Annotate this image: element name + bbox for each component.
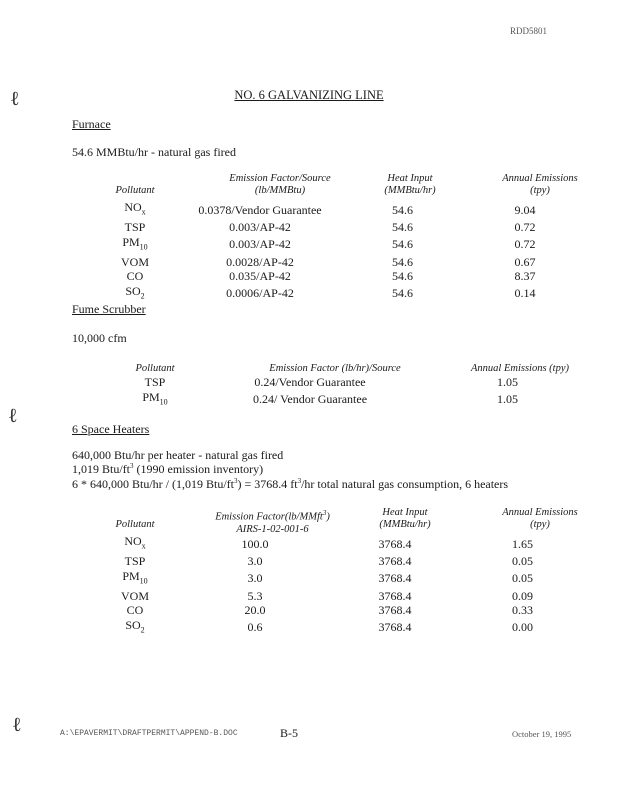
emission-factor-cell: 3.0: [247, 553, 263, 568]
annual-emissions-cell: 0.00: [512, 620, 533, 635]
pollutant-cell: CO: [126, 603, 144, 618]
footer-file-path: A:\EPAVERMIT\DRAFTPERMIT\APPEND-B.DOC: [60, 729, 238, 738]
table-row: [100, 618, 595, 638]
table-row: [120, 375, 585, 390]
table-row: [100, 589, 595, 604]
table-row: [100, 269, 595, 284]
annual-emissions-cell: 9.04: [514, 202, 536, 217]
emission-factor-cell: 20.0: [244, 603, 266, 618]
pollutant-cell: $NO_x$: [124, 534, 146, 551]
emission-factor-cell: 0.003/AP-42: [229, 237, 291, 252]
fume-heading: Fume Scrubber: [72, 302, 146, 316]
space-heaters-heading: 6 Space Heaters: [72, 422, 150, 436]
pollutant-cell: $SO_2$: [125, 283, 145, 301]
emission-factor-cell: 0.003/AP-42: [229, 219, 291, 234]
annual-emissions-cell: 1.65: [512, 536, 533, 551]
furnace-col-heat: Heat Input (MMBtu/hr): [384, 173, 436, 196]
pollutant-cell: TSP: [124, 219, 146, 234]
fume-table: [120, 375, 585, 410]
table-row: [100, 255, 595, 270]
table-row: [100, 554, 595, 569]
table-row: [100, 235, 595, 255]
footer-page-number: B-5: [280, 726, 298, 740]
pollutant-cell: $SO_2$: [125, 617, 145, 635]
annual-emissions-cell: 0.33: [512, 603, 533, 618]
heat-input-cell: 3768.4: [378, 620, 412, 635]
pollutant-cell: $PM_{10}$: [122, 234, 148, 251]
space-heaters-line3: 6 * 640,000 Btu/hr / (1,019 Btu/$ft^3) = 3768.4$ $ft^3/hr$ total natural gas consumption, 6 heaters: [72, 477, 509, 491]
emission-factor-cell: 0.0028/AP-42: [226, 254, 294, 269]
margin-mark: ℓ: [12, 712, 22, 736]
table-row: [100, 200, 595, 220]
heat-input-cell: 54.6: [392, 219, 413, 234]
annual-emissions-cell: 0.05: [512, 571, 533, 586]
furnace-col-annual: Annual Emissions (tpy): [502, 173, 578, 196]
pollutant-cell: $PM_{10}$: [122, 568, 148, 585]
emission-factor-cell: 100.0: [241, 536, 269, 551]
annual-emissions-cell: 0.72: [514, 237, 536, 252]
space-col-annual: Annual Emissions (tpy): [502, 507, 578, 530]
heat-input-cell: 3768.4: [378, 588, 412, 603]
fume-col-annual: Annual Emissions (tpy): [471, 363, 569, 374]
margin-mark: ℓ: [10, 86, 20, 110]
table-row: [100, 569, 595, 589]
annual-emissions-cell: 0.67: [514, 254, 536, 269]
pollutant-cell: $PM_{10}$: [142, 389, 168, 406]
fume-col-pollutant: Pollutant: [135, 363, 175, 374]
furnace-col-pollutant: Pollutant: [115, 185, 155, 196]
table-row: [100, 603, 595, 618]
fume-description: 10,000 cfm: [72, 331, 127, 345]
heat-input-cell: 54.6: [392, 237, 413, 252]
space-col-pollutant: Pollutant: [115, 519, 155, 530]
table-row: [100, 534, 595, 554]
pollutant-cell: TSP: [144, 375, 166, 389]
pollutant-cell: CO: [126, 269, 144, 284]
page-reference: RDD5801: [510, 26, 548, 36]
heat-input-cell: 54.6: [392, 269, 413, 284]
emission-factor-cell: 5.3: [247, 588, 263, 603]
space-heaters-line2: 1,019 Btu/$ft^3$ (1990 emission inventory): [72, 462, 264, 476]
annual-emissions-cell: 8.37: [514, 269, 536, 284]
heat-input-cell: 3768.4: [378, 603, 412, 618]
heat-input-cell: 54.6: [392, 286, 413, 301]
annual-emissions-cell: 0.05: [512, 553, 533, 568]
space-heaters-line1: 640,000 Btu/hr per heater - natural gas fired: [72, 448, 284, 462]
emission-factor-cell: 0.24/Vendor Guarantee: [254, 375, 366, 389]
heat-input-cell: 54.6: [392, 254, 413, 269]
furnace-description: 54.6 MMBtu/hr - natural gas fired: [72, 145, 236, 159]
table-row: [100, 284, 595, 304]
footer-date: October 19, 1995: [512, 729, 572, 739]
heat-input-cell: 54.6: [392, 202, 413, 217]
annual-emissions-cell: 1.05: [497, 375, 518, 389]
fume-col-factor: Emission Factor (lb/hr)/Source: [269, 363, 401, 374]
furnace-col-factor: Emission Factor/Source (lb/MMBtu): [229, 173, 331, 196]
heat-input-cell: 3768.4: [378, 536, 412, 551]
space-col-factor: Emission Factor(lb/MMft$^3$) AIRS-1-02-001-6: [215, 509, 330, 535]
pollutant-cell: $NO_x$: [124, 200, 146, 217]
emission-factor-cell: 0.0006/AP-42: [226, 286, 294, 301]
page-title: NO. 6 GALVANIZING LINE: [234, 88, 384, 102]
space-col-heat: Heat Input (MMBtu/hr): [379, 507, 431, 530]
emission-factor-cell: 3.0: [247, 571, 263, 586]
emission-factor-cell: 0.0378/Vendor Guarantee: [198, 202, 322, 217]
pollutant-cell: VOM: [120, 254, 149, 269]
annual-emissions-cell: 0.14: [514, 286, 536, 301]
heat-input-cell: 3768.4: [378, 571, 412, 586]
margin-mark: ℓ: [8, 403, 18, 427]
annual-emissions-cell: 1.05: [497, 392, 518, 407]
annual-emissions-cell: 0.72: [514, 219, 536, 234]
pollutant-cell: TSP: [124, 553, 146, 568]
annual-emissions-cell: 0.09: [512, 588, 533, 603]
emission-factor-cell: 0.6: [247, 620, 263, 635]
emission-factor-cell: 0.24/ Vendor Guarantee: [252, 392, 368, 407]
table-row: [120, 390, 585, 410]
pollutant-cell: VOM: [120, 588, 149, 603]
furnace-table: [100, 200, 595, 304]
emission-factor-cell: 0.035/AP-42: [229, 269, 291, 284]
table-row: [100, 220, 595, 235]
furnace-heading: Furnace: [72, 117, 111, 131]
heat-input-cell: 3768.4: [378, 553, 412, 568]
space-heaters-table: [100, 534, 595, 638]
